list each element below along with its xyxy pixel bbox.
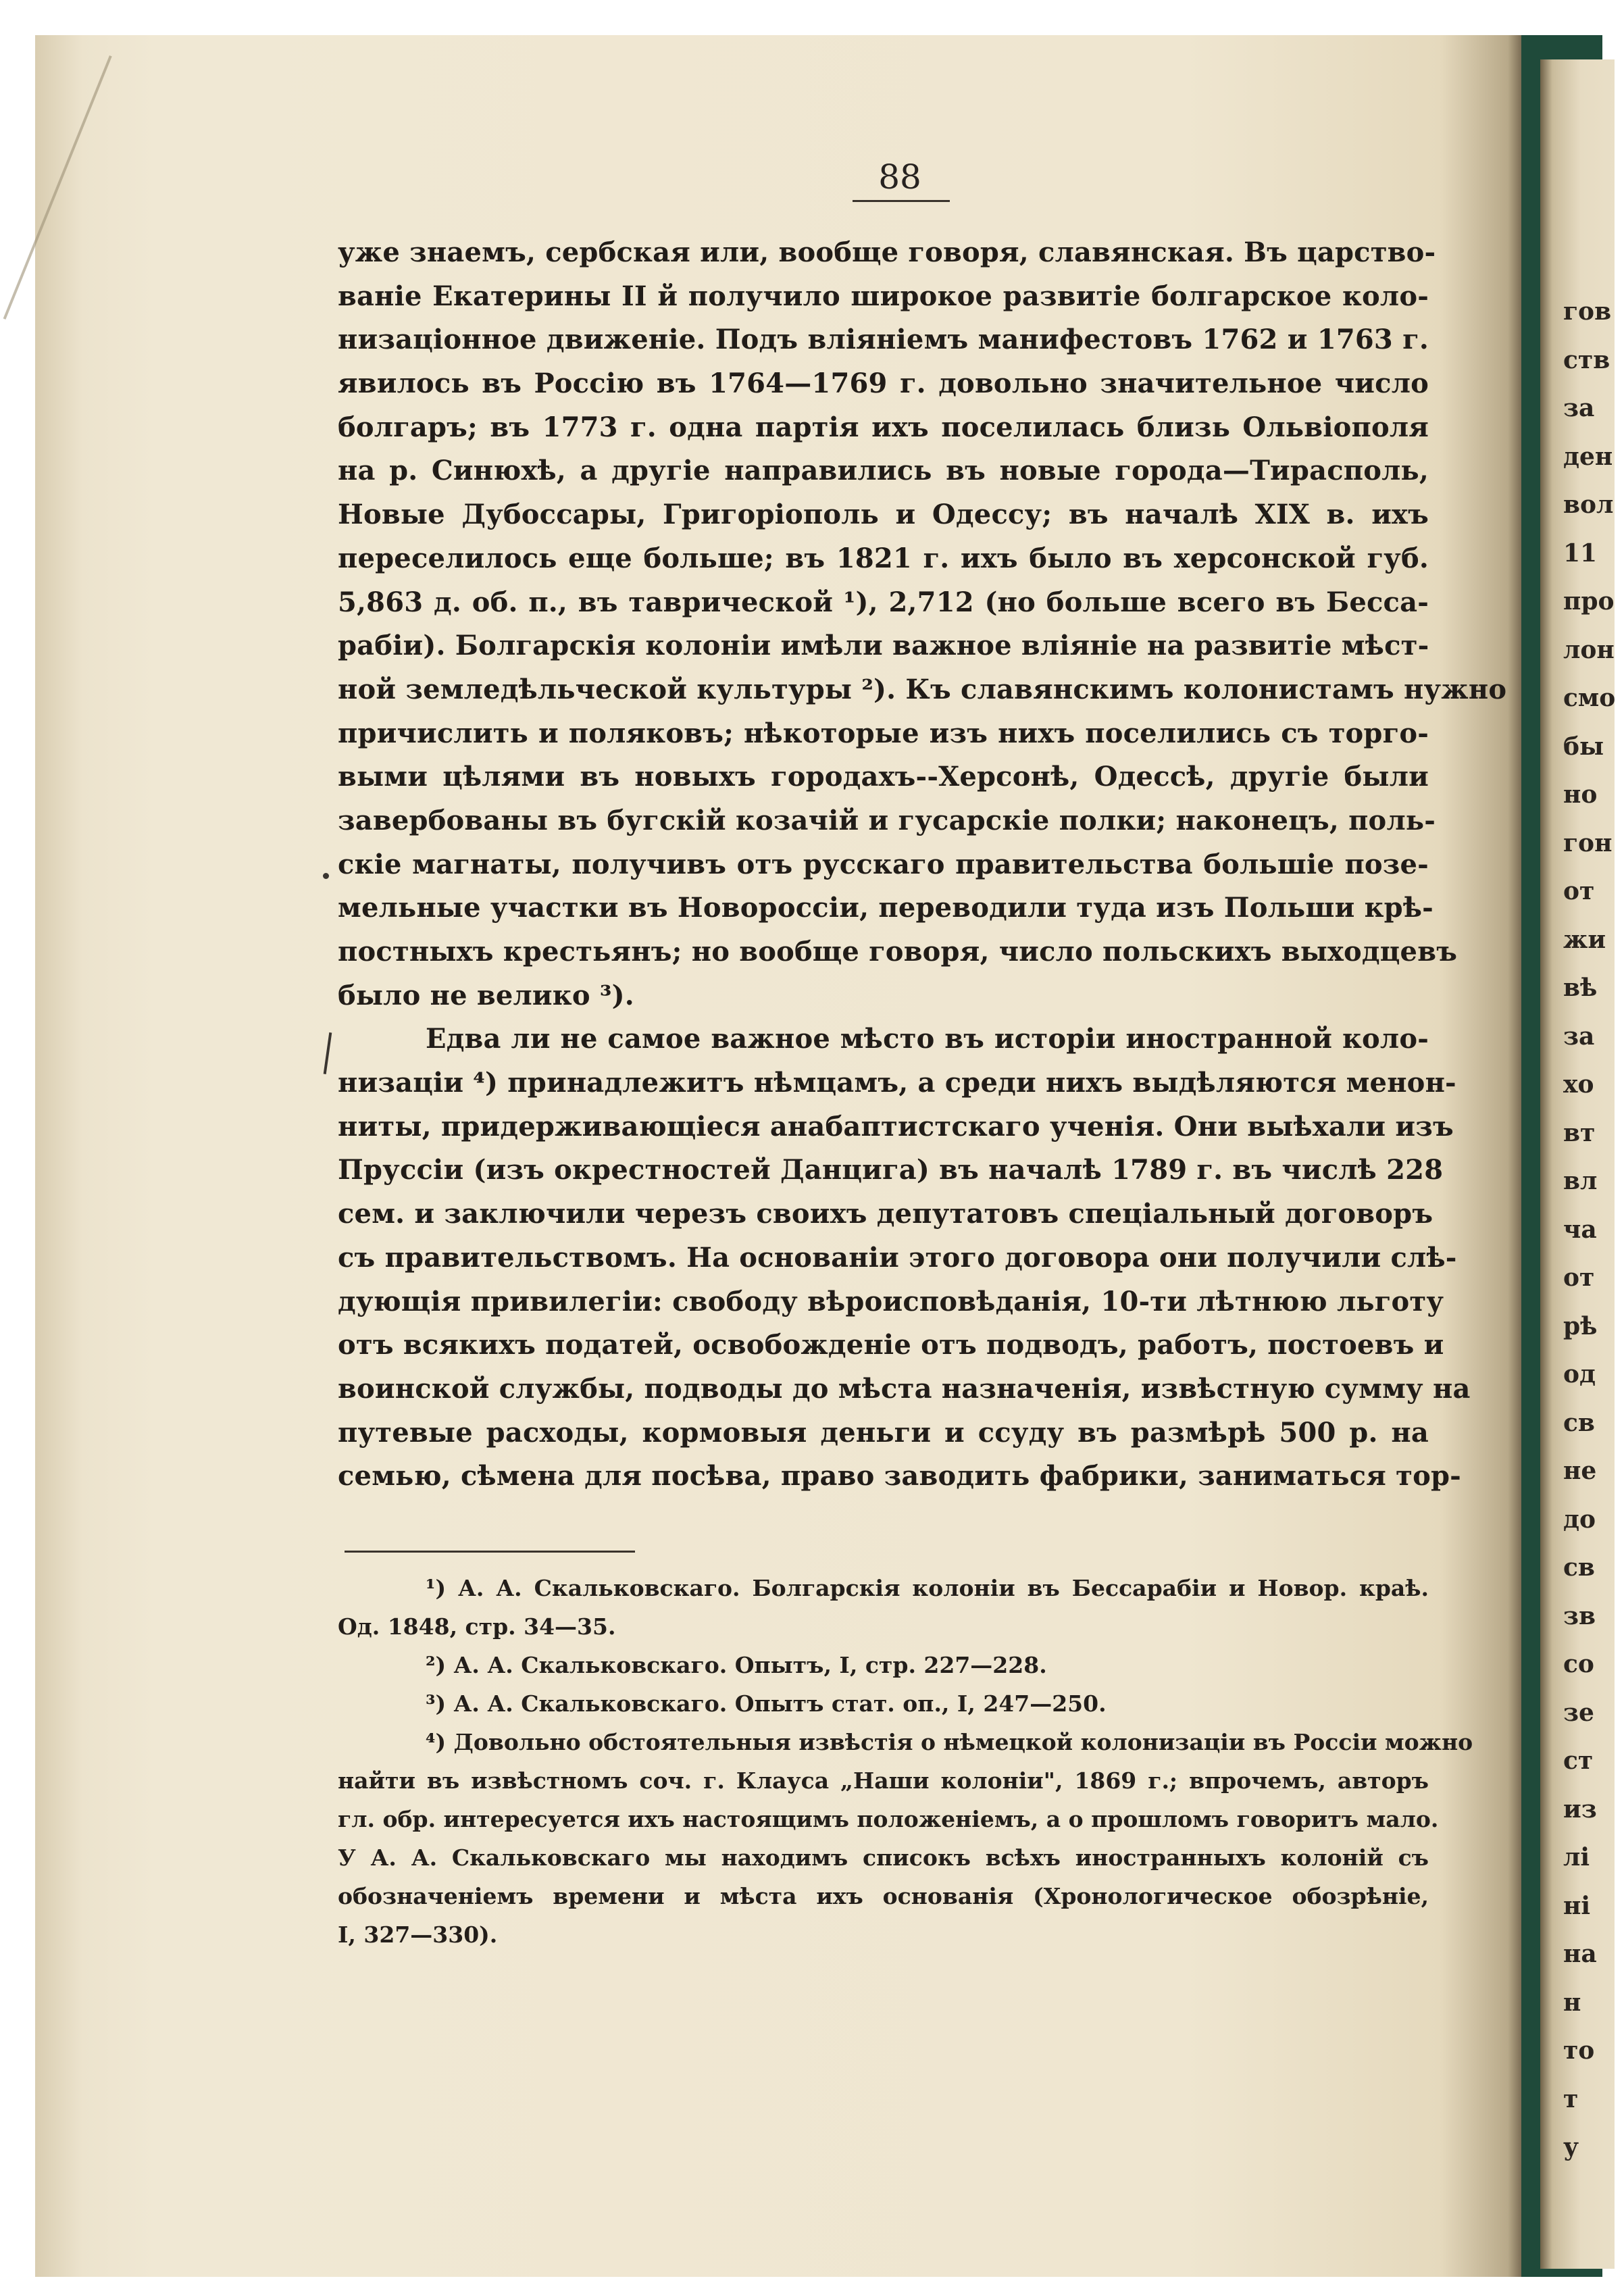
right-page-fragment: от [1563, 1263, 1595, 1292]
text-line: ваніе Екатерины II й получило широкое развитіе болгарское коло- [338, 280, 1429, 312]
right-page-fragment: вѣ [1563, 974, 1598, 1002]
right-page-fragment: вт [1563, 1118, 1596, 1147]
right-page-fragment: ств [1563, 345, 1610, 374]
text-line: Пруссіи (изъ окрестностей Данцига) въ началѣ 1789 г. въ числѣ 228 [338, 1154, 1444, 1186]
text-line: съ правительствомъ. На основаніи этого договора они получили слѣ- [338, 1241, 1457, 1274]
text-line: Новые Дубоссары, Григоріополь и Одессу; въ началѣ XIX в. ихъ [338, 499, 1429, 531]
footnote-separator [345, 1551, 635, 1553]
text-line: постныхъ крестьянъ; но вообще говоря, число польскихъ выходцевъ [338, 936, 1458, 967]
right-page-edge [1540, 59, 1615, 2269]
right-page-fragment: 11 [1563, 538, 1598, 568]
text-line: дующія привилегіи: свободу вѣроисповѣданія, 10-ти лѣтнюю льготу [338, 1285, 1444, 1317]
text-line: Едва ли не самое важное мѣсто въ исторіи иностранной коло- [426, 1023, 1429, 1055]
text-line: переселилось еще больше; въ 1821 г. ихъ было въ херсонской губ. [338, 542, 1429, 574]
right-page-fragment: од [1563, 1360, 1596, 1388]
page-number: 88 [878, 157, 921, 197]
text-line: на р. Синюхѣ, а другіе направились въ новые города—Тирасполь, [338, 455, 1429, 487]
right-page-fragment: вл [1563, 1167, 1598, 1195]
right-page-fragment: ден [1563, 442, 1613, 471]
text-line: низаціонное движеніе. Подъ вліяніемъ манифестовъ 1762 и 1763 г. [338, 324, 1429, 356]
right-page-fragment: на [1563, 1940, 1597, 1968]
footnote-line: найти въ извѣстномъ соч. г. Клауса „Наши колоніи", 1869 г.; впрочемъ, авторъ [338, 1767, 1429, 1794]
text-line: причислить и поляковъ; нѣкоторые изъ нихъ поселились съ торго- [338, 717, 1429, 749]
right-page-fragment: зв [1563, 1601, 1596, 1630]
text-line: отъ всякихъ податей, освобожденіе отъ подводъ, работъ, постоевъ и [338, 1329, 1444, 1361]
right-page-fragment: зе [1563, 1698, 1594, 1727]
footnote-line: гл. обр. интересуется ихъ настоящимъ положеніемъ, а о прошломъ говоритъ мало. [338, 1806, 1439, 1832]
text-line: путевые расходы, кормовыя деньги и ссуду въ размѣрѣ 500 р. на [338, 1416, 1429, 1449]
right-page-text [1563, 288, 1624, 2172]
text-line: рабіи). Болгарскія колоніи имѣли важное вліяніе на развитіе мѣст- [338, 630, 1429, 662]
right-page-fragment: из [1563, 1794, 1597, 1824]
margin-mark-dot [323, 873, 329, 879]
text-line: 5,863 д. об. п., въ таврической ¹), 2,712 (но больше всего въ Бесса- [338, 586, 1429, 618]
right-page-fragment: смо [1563, 684, 1616, 712]
text-line: воинской службы, подводы до мѣста назначенія, извѣстную сумму на [338, 1372, 1471, 1405]
right-page-fragment: про [1563, 587, 1615, 615]
footnote-line: Од. 1848, стр. 34—35. [338, 1613, 616, 1640]
right-page-fragment: св [1563, 1408, 1595, 1437]
text-line: выми цѣлями въ новыхъ городахъ--Херсонѣ, Одессѣ, другіе были [338, 761, 1429, 793]
right-page-fragment: вол [1563, 491, 1614, 519]
text-line: семью, сѣмена для посѣва, право заводить фабрики, заниматься тор- [338, 1460, 1461, 1492]
right-page-fragment: не [1563, 1457, 1597, 1485]
right-page-fragment: т [1563, 2084, 1579, 2113]
right-page-fragment: хо [1563, 1070, 1594, 1099]
right-page-fragment: у [1563, 2133, 1579, 2161]
page-number-rule [853, 200, 950, 202]
right-page-fragment: лон [1563, 635, 1615, 664]
footnote-line: обозначеніемъ времени и мѣста ихъ основанія (Хронологическое обозрѣніе, [338, 1883, 1429, 1909]
text-line: было не велико ³). [338, 979, 634, 1011]
right-page-fragment: за [1563, 1022, 1595, 1051]
right-page-fragment: жи [1563, 925, 1606, 954]
right-page-fragment: гон [1563, 828, 1613, 857]
right-page-fragment: но [1563, 780, 1598, 809]
footnote-line: ³) А. А. Скальковскаго. Опытъ стат. оп., I, 247—250. [426, 1690, 1107, 1717]
right-page-fragment: гов [1563, 297, 1612, 326]
paper-fold-line [3, 55, 112, 320]
text-line: завербованы въ бугскій козачій и гусарскіе полки; наконецъ, поль- [338, 804, 1436, 836]
right-page-fragment: бы [1563, 732, 1604, 761]
right-page-fragment: св [1563, 1553, 1595, 1582]
main-text [338, 231, 1507, 1499]
footnote-line: I, 327—330). [338, 1921, 498, 1948]
right-page-fragment: со [1563, 1650, 1594, 1678]
text-line: скіе магнаты, получивъ отъ русскаго правительства большіе позе- [338, 848, 1429, 880]
text-line: уже знаемъ, сербская или, вообще говоря, славянская. Въ царство- [338, 236, 1436, 268]
footnote-line: У А. А. Скальковскаго мы находимъ списокъ всѣхъ иностранныхъ колоній съ [338, 1844, 1429, 1871]
footnotes [338, 1569, 1473, 1954]
right-page-fragment: то [1563, 2036, 1595, 2065]
text-line: мельные участки въ Новороссіи, переводили туда изъ Польши крѣ- [338, 892, 1433, 924]
text-line: явилось въ Россію въ 1764—1769 г. довольно значительное число [338, 368, 1429, 400]
text-line: низаціи ⁴) принадлежитъ нѣмцамъ, а среди нихъ выдѣляются менон- [338, 1067, 1456, 1099]
right-page-fragment: за [1563, 394, 1595, 422]
right-page-fragment: рѣ [1563, 1311, 1598, 1340]
right-page-fragment: ст [1563, 1746, 1594, 1775]
right-page-fragment: лі [1563, 1843, 1590, 1871]
right-page-fragment: ча [1563, 1215, 1597, 1244]
right-page-fragment: н [1563, 1988, 1581, 2017]
text-line: сем. и заключили черезъ своихъ депутатовъ спеціальный договоръ [338, 1198, 1433, 1230]
right-page-fragment: до [1563, 1505, 1596, 1534]
text-line: ной земледѣльческой культуры ²). Къ славянскимъ колонистамъ нужно [338, 673, 1507, 705]
footnote-line: ⁴) Довольно обстоятельныя извѣстія о нѣмецкой колонизаціи въ Россіи можно [426, 1729, 1473, 1755]
footnote-line: ¹) А. А. Скальковскаго. Болгарскія колоніи въ Бессарабіи и Новор. краѣ. [426, 1575, 1429, 1601]
text-line: ниты, придерживающіеся анабаптистскаго ученія. Они выѣхали изъ [338, 1110, 1454, 1142]
footnote-line: ²) А. А. Скальковскаго. Опытъ, I, стр. 227—228. [426, 1652, 1047, 1678]
right-page-fragment: от [1563, 877, 1595, 905]
text-line: болгаръ; въ 1773 г. одна партія ихъ поселилась близь Ольвіополя [338, 411, 1429, 443]
right-page-fragment: ні [1563, 1891, 1591, 1920]
